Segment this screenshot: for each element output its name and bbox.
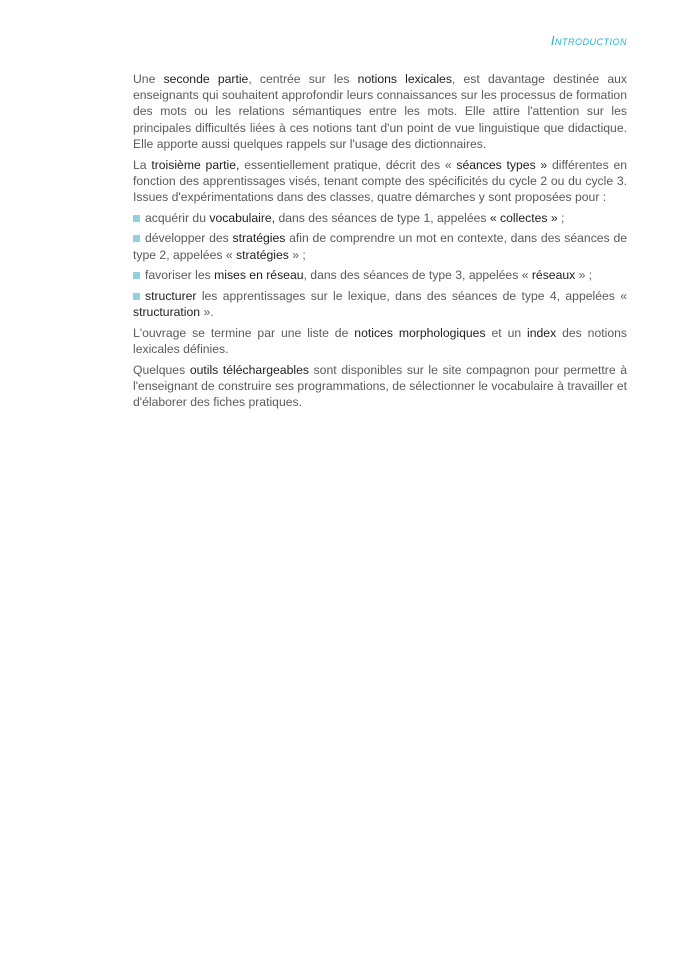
text-run: ;	[557, 210, 565, 225]
square-bullet-icon	[133, 272, 140, 279]
text-run: , dans des séances de type 3, appelées «	[303, 268, 532, 283]
text-run: acquérir du	[145, 210, 210, 225]
emphasized-term: notions lexicales	[357, 72, 452, 86]
square-bullet-icon	[133, 293, 140, 300]
text-run: ».	[200, 305, 214, 320]
emphasized-term: notices morphologiques	[354, 325, 486, 340]
text-run: La	[133, 157, 152, 172]
text-run: , est davantage destinée aux enseignants qui souhaitent approfondir leurs connaissances sur les processus de formation des mots ou les relations sémantiques entre les mots. Elle attire l'attention sur les principales difficultés liées à ces notions tant d'un point de vue linguistique que didactique. Elle apporte aussi quelques rappels sur l'usage des dictionnaires.	[133, 72, 628, 151]
text-run: et un	[485, 325, 528, 340]
square-bullet-icon	[133, 235, 140, 242]
text-run: dans des séances de type 1, appelées	[275, 210, 490, 225]
emphasized-term: réseaux	[531, 268, 576, 283]
emphasized-term: structuration	[133, 305, 201, 320]
text-run: L'ouvrage se termine par une liste de	[133, 325, 355, 340]
text-run: favoriser les	[145, 268, 215, 283]
body-text	[133, 71, 627, 415]
bullet-item	[133, 230, 627, 262]
emphasized-term: index	[527, 325, 557, 340]
emphasized-term: troisième partie,	[151, 157, 240, 172]
text-run: des notions lexicales définies.	[133, 325, 627, 357]
paragraph	[133, 362, 627, 411]
paragraph	[133, 71, 627, 152]
text-run: essentiellement pratique, décrit des «	[239, 157, 457, 172]
text-run: différentes en fonction des apprentissages visés, tenant compte des spécificités du cycle 2 ou du cycle 3. Issues d'expérimentations dans des classes, quatre démarches y sont proposées pour :	[133, 157, 627, 204]
emphasized-term: vocabulaire,	[209, 210, 276, 225]
text-run: Quelques	[133, 362, 190, 377]
text-run: » ;	[575, 268, 593, 283]
emphasized-term: séances types »	[456, 157, 548, 172]
bullet-item	[133, 288, 627, 320]
text-run: afin de comprendre un mot en contexte, dans des séances de type 2, appelées «	[133, 231, 628, 262]
text-run: les apprentissages sur le lexique, dans des séances de type 4, appelées «	[196, 288, 627, 303]
emphasized-term: « collectes »	[489, 210, 558, 225]
text-run: développer des	[145, 231, 233, 246]
paragraph	[133, 157, 627, 206]
text-run: , centrée sur les	[248, 72, 358, 86]
paragraph	[133, 325, 627, 357]
text-run: sont disponibles sur le site compagnon pour permettre à l'enseignant de construire ses programmations, de sélectionner le vocabulaire à travailler et d'élaborer des fiches pratiques.	[133, 362, 628, 410]
emphasized-term: mises en réseau	[214, 268, 304, 283]
emphasized-term: stratégies	[236, 247, 289, 262]
text-run: Une	[133, 72, 164, 86]
bullet-item	[133, 210, 627, 226]
bullet-item	[133, 267, 627, 283]
text-run: » ;	[288, 247, 306, 262]
emphasized-term: stratégies	[232, 231, 286, 246]
emphasized-term: outils téléchargeables	[189, 362, 309, 377]
square-bullet-icon	[133, 215, 140, 222]
emphasized-term: seconde partie	[163, 72, 249, 86]
running-header-title: Introduction	[550, 33, 627, 48]
emphasized-term: structurer	[145, 288, 197, 303]
